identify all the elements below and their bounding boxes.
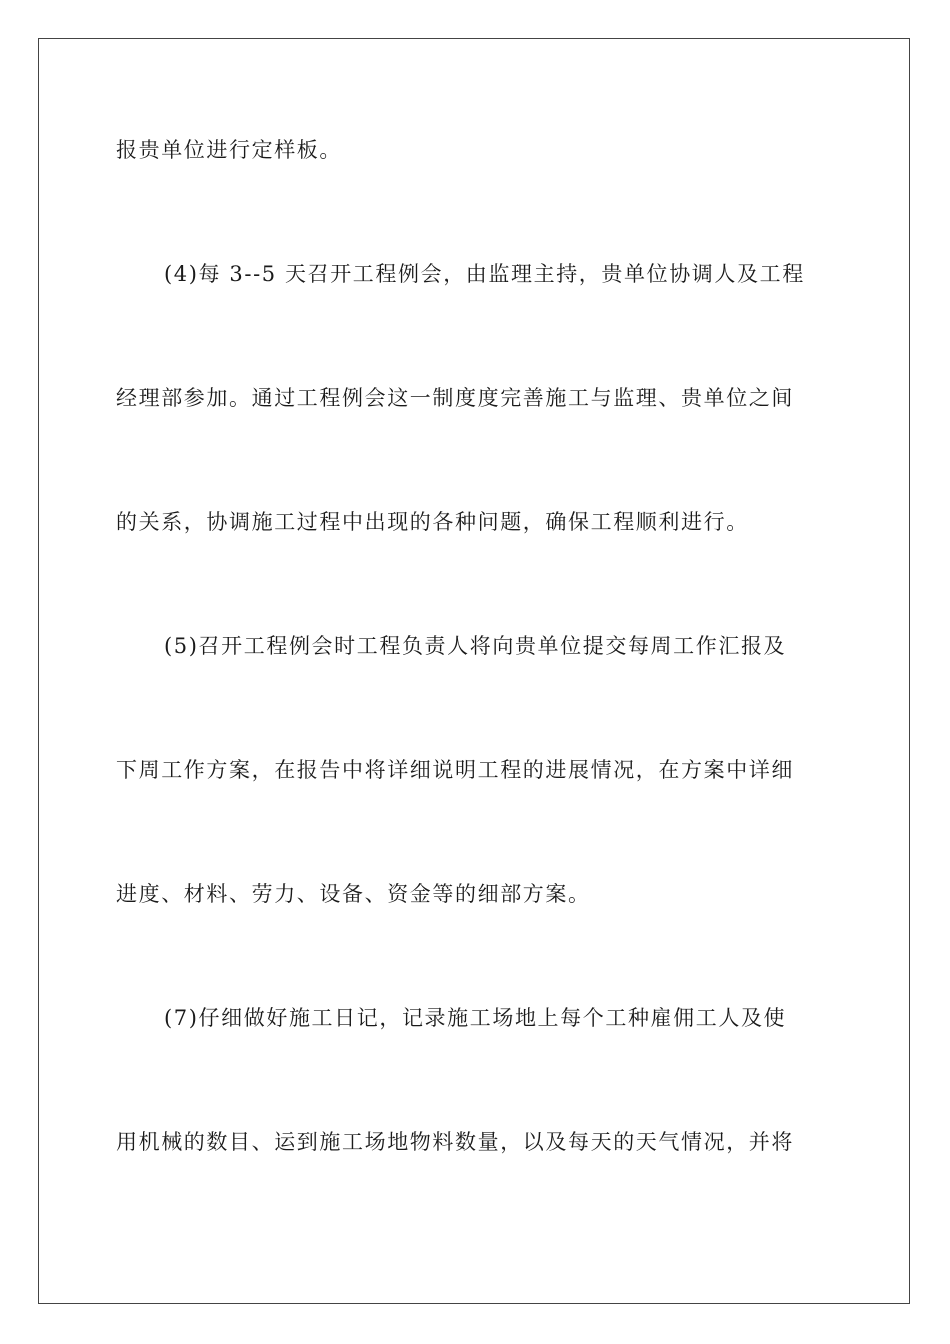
text-line-5: (5)召开工程例会时工程负责人将向贵单位提交每周工作汇报及 <box>164 634 787 658</box>
text-line-8: (7)仔细做好施工日记，记录施工场地上每个工种雇佣工人及使 <box>164 1006 787 1030</box>
text-line-6: 下周工作方案，在报告中将详细说明工程的进展情况，在方案中详细 <box>116 758 794 782</box>
text-line-9: 用机械的数目、运到施工场地物料数量，以及每天的天气情况，并将 <box>116 1130 794 1154</box>
text-line-2: (4)每 3--5 天召开工程例会，由监理主持，贵单位协调人及工程 <box>164 262 805 286</box>
text-line-4: 的关系，协调施工过程中出现的各种问题，确保工程顺利进行。 <box>116 510 749 534</box>
text-line-3: 经理部参加。通过工程例会这一制度度完善施工与监理、贵单位之间 <box>116 386 794 410</box>
text-line-1: 报贵单位进行定样板。 <box>116 138 342 162</box>
page-border <box>38 38 910 1304</box>
text-line-7: 进度、材料、劳力、设备、资金等的细部方案。 <box>116 882 591 906</box>
